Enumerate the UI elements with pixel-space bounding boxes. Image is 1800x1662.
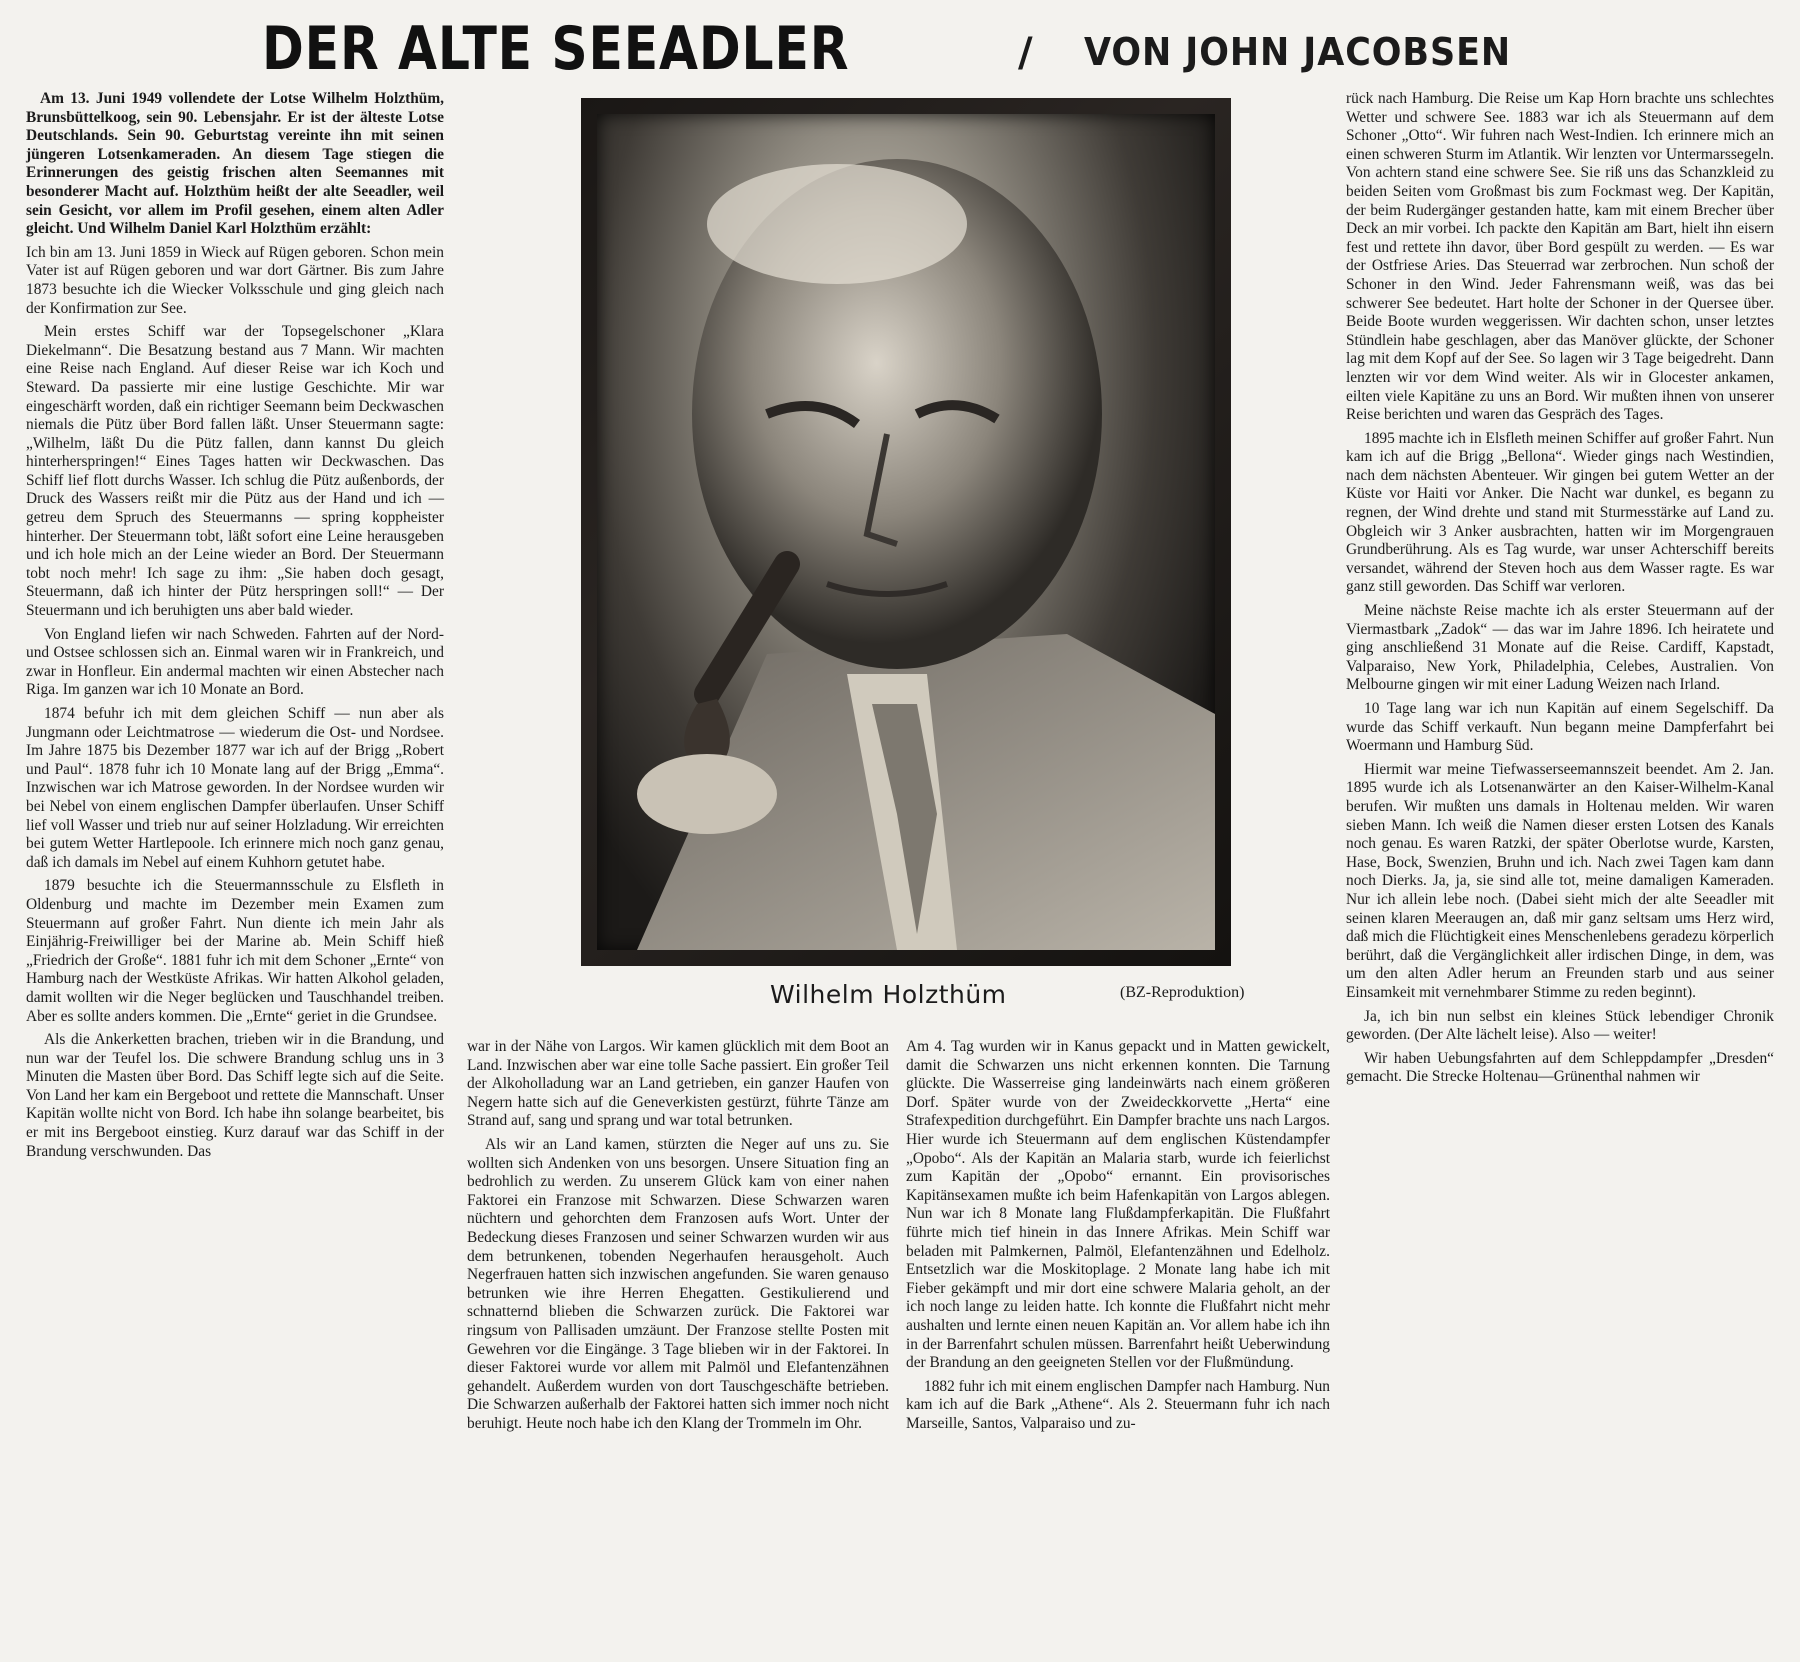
title-separator: / [1018, 30, 1033, 76]
paragraph: Ja, ich bin nun selbst ein kleines Stück lebendiger Chronik geworden. (Der Alte lächelt leise). Also — weiter! [1346, 1007, 1774, 1044]
paragraph: Am 4. Tag wurden wir in Kanus gepackt und in Matten gewickelt, damit die Schwarzen uns nicht erkennen konnten. Die Tarnung glückte. Die Wasserreise ging landeinwärts nach einem größeren Dorf. Später wurde von der Zweideckkorvette „Herta“ eine Strafexpedition durchgeführt. Ein Dampfer brachte uns nach Largos. Hier wurde ich Steuermann auf dem englischen Küstendampfer „Opobo“. Als der Kapitän an Malaria starb, wurde ich feierlichst zum Kapitän der „Opobo“ ernannt. Ein provisorisches Kapitänsexamen mußte ich beim Hafenkapitän von Largos ablegen. Nun war ich 8 Monate lang Flußdampferkapitän. Die Flußfahrt führte mich tief hinein in das Innere Afrikas. Mein Schiff war beladen mit Palmkernen, Palmöl, Elefantenzähnen und Edelholz. Entsetzlich war die Moskitoplage. 2 Monate lang habe ich mit Fieber gekämpft und mir dort eine schwere Malaria geholt, an der ich noch lange zu leiden hatte. Ich konnte die Flußfahrt nicht mehr aushalten und lernte einen neuen Kapitän an. Vor allem habe ich ihn in der Barrenfahrt schulen müssen. Barrenfahrt heißt Ueberwindung der Brandung an den geeigneten Stellen vor der Flußmündung. [906, 1038, 1330, 1372]
headline [262, 14, 1542, 94]
portrait-illustration [597, 114, 1215, 950]
paragraph: 1879 besuchte ich die Steuermannsschule zu Elsfleth in Oldenburg und machte im Dezember mein Examen zum Steuermann auf großer Fahrt. Nun diente ich mein Jahr als Einjährig-Freiwilliger bei der Marine ab. Mein Schiff hieß „Friedrich der Große“. 1881 fuhr ich mit dem Schoner „Ernte“ von Hamburg nach der Westküste Afrikas. Wir hatten Alkohol geladen, damit wollten wir die Neger beglücken und Tauschhandel treiben. Aber es sollte anders kommen. Die „Ernte“ geriet in die Grundsee. [26, 877, 444, 1025]
paragraph: Hiermit war meine Tiefwasserseemannszeit beendet. Am 2. Jan. 1895 wurde ich als Lotsenanwärter an den Kaiser-Wilhelm-Kanal berufen. Wir mußten uns damals in Holtenau melden. Wir waren sieben Mann. Ich weiß die Namen dieser ersten Lotsen des Kanals noch genau. Es waren Ratzki, der später Oberlotse wurde, Karsten, Hase, Bock, Swenzien, Bruhn und ich. Nach zwei Tagen kam dann noch Dierks. Ja, ja, sie sind alle tot, meine damaligen Kameraden. Nur ich allein lebe noch. (Dabei sieht mich der alte Seeadler mit seinen klaren Meeraugen an, daß mir ganz seltsam ums Herz wird, daß mich die Flüchtigkeit eines Menschenlebens geradezu körperlich berührt, daß die Vergänglichkeit aller irdischen Dinge, in dem, was um den alten Adler herum an Freunden starb und aus seiner Einsamkeit mit vernehmbarer Stimme zu reden beginnt). [1346, 760, 1774, 1001]
paragraph: Als die Ankerketten brachen, trieben wir in die Brandung, und nun war der Teufel los. Die schwere Brandung schlug uns in 3 Minuten die Masten über Bord. Das Schiff legte sich auf die Seite. Von Land her kam ein Bergeboot und rettete die Mannschaft. Unser Kapitän wollte nicht von Bord. Ich habe ihn solange bearbeitet, bis er mit ins Bergeboot einstieg. Kurz darauf war das Schiff in der Brandung verschwunden. Das [26, 1031, 444, 1160]
article-byline: VON JOHN JACOBSEN [1084, 30, 1512, 74]
paragraph: Meine nächste Reise machte ich als erster Steuermann auf der Viermastbark „Zadok“ — das war im Jahre 1896. Ich heiratete und ging anschließend 31 Monate auf die Reise. Cardiff, Kapstadt, Valparaiso, New York, Philadelphia, Celebes, Australien. Von Melbourne gingen wir mit einer Ladung Weizen nach Irland. [1346, 602, 1774, 694]
paragraph: Mein erstes Schiff war der Topsegelschoner „Klara Diekelmann“. Die Besatzung bestand aus 7 Mann. Wir machten eine Reise nach England. Auf dieser Reise war ich Koch und Steward. Da passierte mir eine lustige Geschichte. Mir war eingeschärft worden, daß ein richtiger Seemann beim Deckwaschen niemals die Pütz über Bord fallen läßt. Unser Steuermann sagte: „Wilhelm, läßt Du die Pütz fallen, dann kannst Du gleich hinterherspringen!“ Eines Tages hatten wir Deckwaschen. Das Schiff lief flott durchs Wasser. Ich schlug die Pütz außenbords, der Druck des Wassers reißt mir die Pütz aus der Hand und ich — getreu dem Spruch des Steuermanns — spring koppheister hinterher. Der Steuermann tobt, läßt sofort eine Leine herausgeben und ich hole mich an der Leine wieder an Bord. Der Steuermann tobt noch mehr! Ich sage zu ihm: „Sie haben doch gesagt, Steuermann, daß ich hinter der Pütz herspringen soll!“ — Der Steuermann und ich beruhigten uns aber bald wieder. [26, 323, 444, 620]
portrait-photo [597, 114, 1215, 950]
text-column-4 [1346, 90, 1774, 1087]
paragraph: 1874 befuhr ich mit dem gleichen Schiff — nun aber als Jungmann oder Leichtmatrose — wiederum die Ost- und Nordsee. Im Jahre 1875 bis Dezember 1877 war ich auf der Brigg „Robert und Paul“. 1878 fuhr ich 10 Monate lang auf der Brigg „Emma“. Inzwischen war ich Matrose geworden. In der Nordsee wurden wir bei Nebel von einem englischen Dampfer überlaufen. Unser Schiff lief voll Wasser und trieb nur auf seiner Holzladung. Wir erreichten bei gutem Wetter Hartlepoole. Ich erinnere mich noch ganz genau, daß ich damals im Nebel auf einem Kuhhorn getutet habe. [26, 705, 444, 871]
paragraph: Als wir an Land kamen, stürzten die Neger auf uns zu. Sie wollten sich Andenken von uns besorgen. Unsere Situation fing an bedrohlich zu werden. Zu unserem Glück kam von einer nahen Faktorei ein Franzose mit Schwarzen. Diese Schwarzen waren nüchtern und gehorchten dem Franzosen aufs Wort. Unter der Bedeckung dieses Franzosen und seiner Schwarzen wurden wir aus dem betrunkenen, tobenden Negerhaufen herausgeholt. Auch Negerfrauen hatten sich inzwischen angefunden. Sie waren genauso betrunken wie ihre Herren Ehegatten. Gestikulierend und schnatternd blieben die Schwarzen zurück. Die Faktorei war ringsum von Pallisaden umzäunt. Der Franzose stellte Posten mit Gewehren vor die Eingänge. 3 Tage blieben wir in der Faktorei. In dieser Faktorei wurde vor allem mit Palmöl und Elefantenzähnen gehandelt. Außerdem wurden von dort Tauschgeschäfte betrieben. Die Schwarzen außerhalb der Faktorei hatten sich immer noch nicht beruhigt. Heute noch habe ich den Klang der Trommeln im Ohr. [467, 1135, 889, 1432]
paragraph: Wir haben Uebungsfahrten auf dem Schleppdampfer „Dresden“ gemacht. Die Strecke Holtenau—Grünenthal nahmen wir [1346, 1049, 1774, 1086]
paragraph: rück nach Hamburg. Die Reise um Kap Horn brachte uns schlechtes Wetter und schwere See. 1883 war ich als Steuermann auf dem Schoner „Otto“. Wir fuhren nach West-Indien. Ich erinnere mich an einen schweren Sturm im Atlantik. Wir lenzten vor Untermarssegeln. Von achtern stand eine schwere See. Sie riß uns das Schanzkleid zu beiden Seiten vom Großmast bis zum Fockmast weg. Der Kapitän, der beim Rudergänger gestanden hatte, kam mit einem Brecher über Deck an mir vorbei. Ich packte den Kapitän am Bart, hielt ihn eisern fest und rettete ihn davor, über Bord gespült zu werden. — Es war der Ostfriese Aries. Das Steuerrad war zerbrochen. Nun schoß der Schoner in den Wind. Jeder Fahrensmann weiß, was das bei schwerer See bedeutet. Hart holte der Schoner in der Quersee über. Beide Boote wurden weggerissen. Wir dachten schon, unser letztes Stündlein habe geschlagen, aber das Manöver glückte, der Schoner lag mit dem Kopf auf der See. So lagen wir 3 Tage beigedreht. Dann lenzten wir vor dem Wind weiter. Als wir in Glocester ankamen, eilten viele Kapitäne zu uns an Bord. Wir mußten ihnen von unserer Reise berichten und waren das Gespräch des Tages. [1346, 90, 1774, 424]
paragraph: 1895 machte ich in Elsfleth meinen Schiffer auf großer Fahrt. Nun kam ich auf die Brigg „Bellona“. Wieder gings nach Westindien, nach dem nächsten Abenteuer. Wir gingen bei gutem Wetter an der Küste vor Haiti vor Anker. Die Nacht war dunkel, es begann zu regnen, der Wind drehte und stand mit Sturmesstärke auf Land zu. Obgleich wir 3 Anker ausbrachten, hatten wir im Morgengrauen Grundberührung. Als es Tag wurde, war unser Achterschiff bereits versandet, während der Steven hoch aus dem Wasser ragte. Es war ganz still geworden. Das Schiff war verloren. [1346, 429, 1774, 596]
paragraph: 1882 fuhr ich mit einem englischen Dampfer nach Hamburg. Nun kam ich auf die Bark „Athene“. Als 2. Steuermann fuhr ich nach Marseille, Santos, Valparaiso und zu- [906, 1377, 1330, 1432]
text-column-1 [26, 90, 444, 1161]
portrait-frame [581, 98, 1231, 966]
photo-caption: Wilhelm Holzthüm [770, 980, 1007, 1009]
text-column-2 [467, 1038, 889, 1433]
text-column-3 [906, 1038, 1330, 1433]
paragraph: war in der Nähe von Largos. Wir kamen glücklich mit dem Boot an Land. Inzwischen aber war eine tolle Sache passiert. Ein großer Teil der Alkoholladung war an Land getrieben, ein ganzer Haufen von Negern hatte sich auf die Geneverkisten gestürzt, führte Tänze am Strand auf, sang und sprang und war total betrunken. [467, 1038, 889, 1130]
lead-paragraph: Am 13. Juni 1949 vollendete der Lotse Wilhelm Holzthüm, Brunsbüttelkoog, sein 90. Lebensjahr. Er ist der älteste Lotse Deutschlands. Sein 90. Geburtstag vereinte ihn mit seinen jüngeren Lotsenkameraden. An diesem Tage stiegen die Erinnerungen des geistig frischen alten Seemannes mit besonderer Macht auf. Holzthüm heißt der alte Seeadler, weil sein Gesicht, vor allem im Profil gesehen, einem alten Adler gleicht. Und Wilhelm Daniel Karl Holzthüm erzählt: [26, 90, 444, 238]
paragraph: 10 Tage lang war ich nun Kapitän auf einem Segelschiff. Da wurde das Schiff verkauft. Nun begann meine Dampferfahrt bei Woermann und Hamburg Süd. [1346, 700, 1774, 755]
article-title: DER ALTE SEEADLER [262, 14, 850, 84]
photo-credit: (BZ-Reproduktion) [1120, 984, 1245, 1001]
paragraph: Ich bin am 13. Juni 1859 in Wieck auf Rügen geboren. Schon mein Vater ist auf Rügen geboren und war dort Gärtner. Bis zum Jahre 1873 besuchte ich die Wiecker Volksschule und ging gleich nach der Konfirmation zur See. [26, 243, 444, 317]
paragraph: Von England liefen wir nach Schweden. Fahrten auf der Nord- und Ostsee schlossen sich an. Einmal waren wir in Frankreich, und zwar in Honfleur. Ein andermal machten wir einen Abstecher nach Riga. Im ganzen war ich 10 Monate an Bord. [26, 625, 444, 699]
